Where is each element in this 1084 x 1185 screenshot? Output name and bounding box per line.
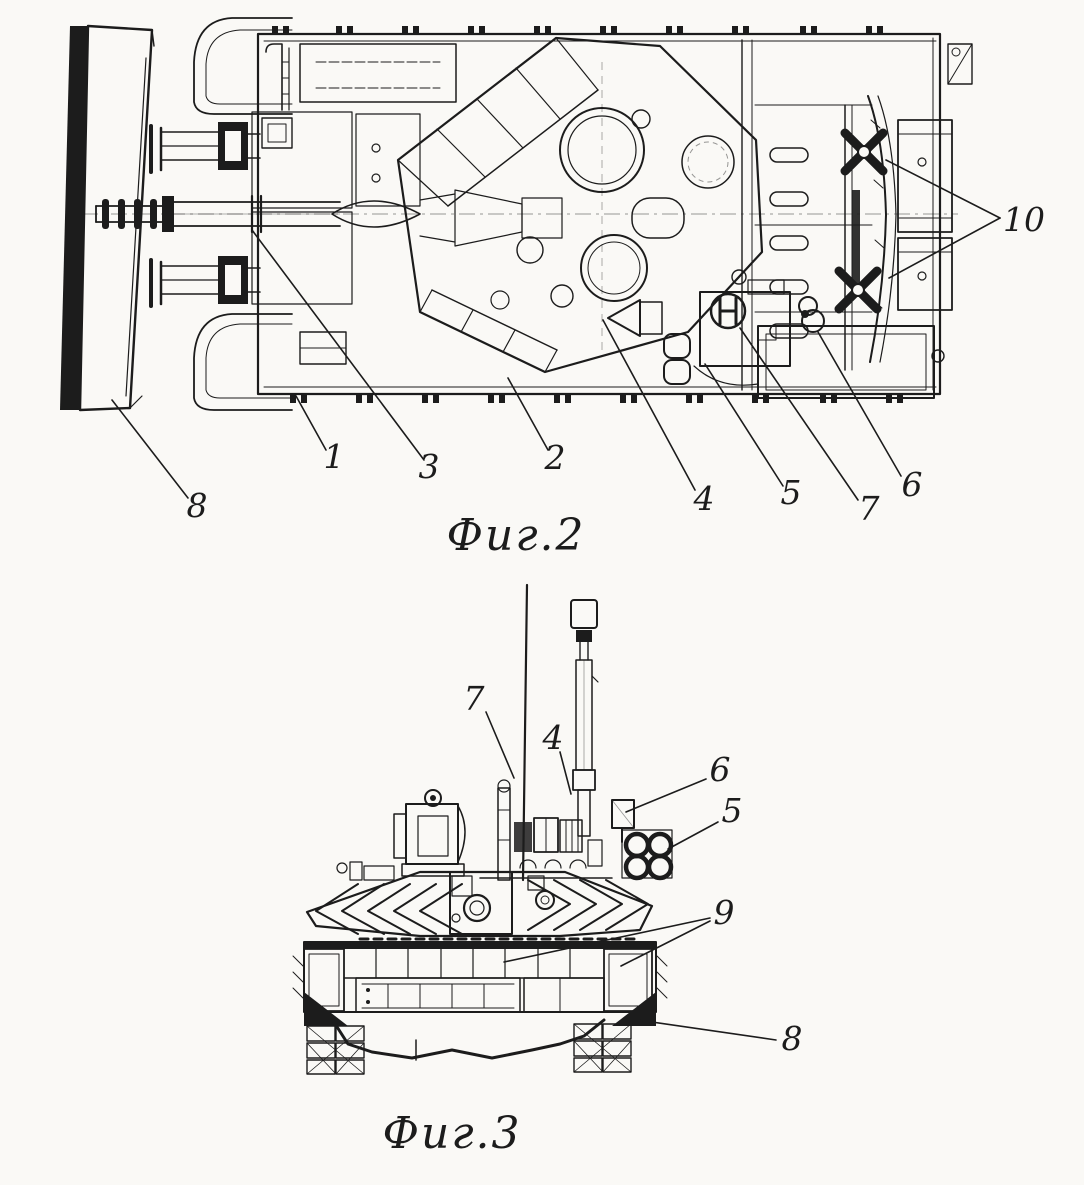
leader-fig2-6 [818, 332, 901, 476]
callout-fig3-9: 9 [713, 893, 735, 932]
fig2-push-arm-upper [151, 122, 260, 172]
fig3-telescoping-mast [571, 600, 598, 836]
leader-fig2-5 [705, 364, 783, 486]
figure2-plan-view [60, 18, 1045, 561]
callout-fig2-1: 1 [323, 437, 345, 476]
fig2-turret-armor-band-upper [398, 38, 598, 206]
callout-fig2-8: 8 [186, 486, 208, 525]
callout-fig2-2: 2 [544, 438, 566, 477]
callout-fig2-7: 7 [858, 489, 880, 528]
callout-fig3-5: 5 [721, 791, 743, 830]
fig3-turret [307, 872, 652, 939]
fig3-sight-housing [394, 790, 465, 876]
fig3-gun-muzzle [464, 895, 490, 921]
callout-fig2-6: 6 [901, 465, 923, 504]
leader-fig3-6 [626, 779, 706, 812]
leader-fig3-4 [560, 752, 571, 794]
callout-fig3-6: 6 [709, 750, 731, 789]
leader-fig2-2 [508, 378, 548, 450]
leader-fig3-8 [624, 1018, 776, 1040]
callout-fig3-8: 8 [781, 1019, 803, 1058]
callout-fig3-7: 7 [463, 679, 485, 718]
leader-fig2-10b [889, 218, 1000, 278]
leader-fig2-10a [886, 160, 1000, 218]
callout-fig3-4: 4 [542, 718, 564, 757]
callout-fig2-10: 10 [1003, 200, 1045, 239]
leader-fig2-1 [296, 396, 326, 450]
figure2-caption: Фиг.2 [446, 510, 586, 561]
fig2-cross-unit-upper [845, 133, 883, 171]
fig2-rear-stowage-boxes [898, 44, 972, 310]
figure3-front-view [293, 585, 803, 1159]
fig2-turret-armor-band-lower [420, 290, 557, 372]
leader-fig2-4 [603, 320, 695, 490]
leader-fig2-3 [252, 230, 424, 460]
leader-fig3-5 [668, 822, 718, 849]
fig2-hull [258, 26, 940, 403]
fig2-cone-device [608, 300, 640, 336]
leader-fig3-7 [486, 712, 514, 778]
fig3-launcher-cluster [622, 830, 672, 878]
fig3-track-right [574, 1024, 631, 1072]
fig2-gunner-hatch [581, 235, 647, 301]
fig2-turret [398, 38, 762, 372]
fig2-push-arm-lower [151, 256, 260, 306]
callout-fig2-3: 3 [418, 447, 440, 486]
callout-fig2-5: 5 [780, 473, 802, 512]
leader-fig2-8 [112, 400, 188, 498]
fig3-blade-lower-edge [330, 1016, 604, 1058]
fig3-track-left [307, 1026, 364, 1074]
fig2-rear-deck [742, 40, 896, 390]
fig3-roof-items [337, 780, 612, 880]
callout-fig2-4: 4 [693, 479, 715, 518]
figure3-caption: Фиг.3 [382, 1108, 522, 1159]
